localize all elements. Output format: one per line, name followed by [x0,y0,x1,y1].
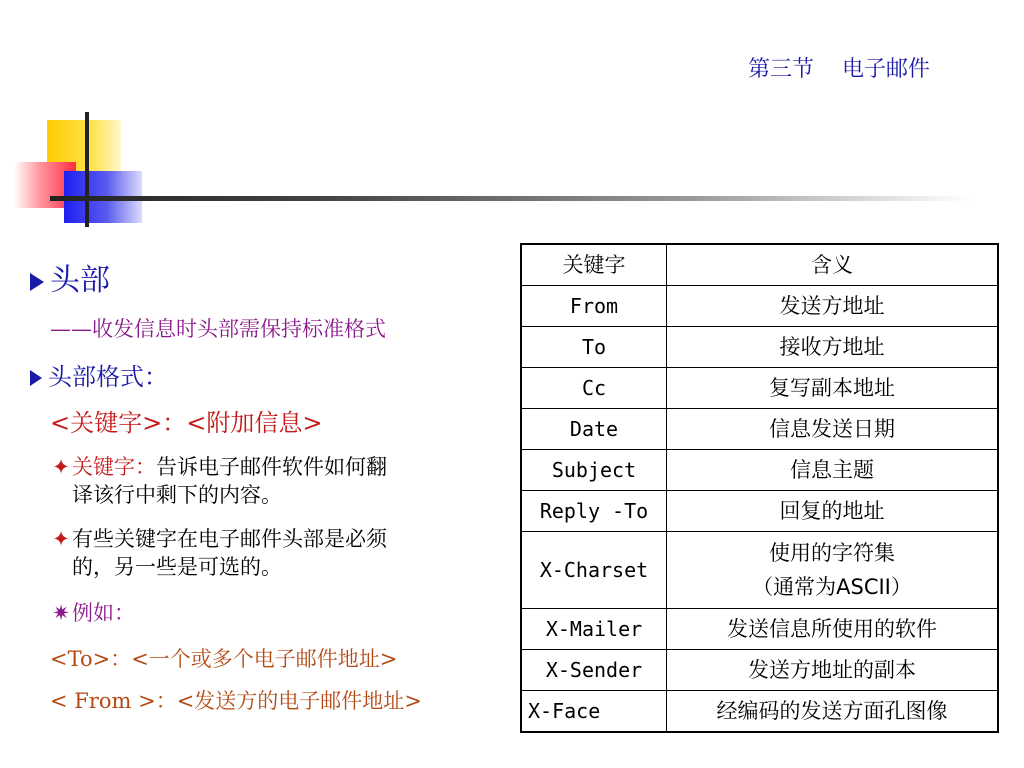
bullet-required-text-a: 有些关键字在电子邮件头部是必须 [72,527,387,551]
table-row [521,650,998,691]
bullet-keyword-label: 关键字： [72,455,156,479]
table-cell-meaning: 信息发送日期 [667,409,999,450]
decorative-vertical-line [85,112,89,227]
arrow-right-icon [30,370,42,386]
table-row [521,286,998,327]
bullet-keyword [50,451,387,481]
table-cell-meaning: 经编码的发送方面孔图像 [667,691,999,733]
arrow-right-icon [30,273,44,291]
example-label-row [50,597,135,627]
table-cell-key: Date [521,409,667,450]
table-row [521,609,998,650]
table-cell-meaning: 发送方地址 [667,286,999,327]
table-cell-meaning: 发送方地址的副本 [667,650,999,691]
table-row [521,409,998,450]
table-header-keyword: 关键字 [521,244,667,286]
table-row [521,691,998,733]
table-row [521,532,998,609]
table-cell-key: To [521,327,667,368]
table-row [521,491,998,532]
format-line: <关键字>：<附加信息> [50,409,323,437]
keyword-table [520,243,999,733]
table-cell-meaning: 发送信息所使用的软件 [667,609,999,650]
table-cell-meaning: 接收方地址 [667,327,999,368]
asterisk-star-icon: ✷ [52,601,70,625]
heading-header [30,255,110,299]
table-row [521,327,998,368]
example-label: 例如： [72,601,135,625]
four-point-star-icon: ✦ [52,527,70,551]
table-cell-key: X-Charset [521,532,667,609]
table-cell-key: Subject [521,450,667,491]
heading-header-text: 头部 [50,263,110,298]
table-header-meaning: 含义 [667,244,999,286]
table-cell-meaning: 信息主题 [667,450,999,491]
table-cell-meaning-line1: 使用的字符集 [769,541,895,565]
example-to: <To>：<一个或多个电子邮件地址> [50,647,398,671]
page-header-title: 第三节 电子邮件 [748,57,930,82]
table-cell-meaning-multiline [667,532,999,609]
table-row [521,368,998,409]
decorative-horizontal-rule [50,196,970,201]
table-cell-meaning: 回复的地址 [667,491,999,532]
table-row [521,450,998,491]
table-cell-key: Cc [521,368,667,409]
bullet-required-text-b: 的，另一些是可选的。 [72,555,282,579]
subtitle: ——收发信息时头部需保持标准格式 [50,317,386,341]
table-cell-meaning: 复写副本地址 [667,368,999,409]
bullet-keyword-text-b: 译该行中剩下的内容。 [72,483,282,507]
table-cell-key: From [521,286,667,327]
example-from: < From >：<发送方的电子邮件地址> [50,689,422,713]
table-cell-key: X-Sender [521,650,667,691]
heading-header-format [30,357,168,392]
bullet-required [50,523,387,553]
table-cell-key: Reply -To [521,491,667,532]
table-cell-meaning-line2: （通常为ASCII） [752,575,912,599]
table-cell-key: X-Mailer [521,609,667,650]
bullet-keyword-text-a: 告诉电子邮件软件如何翻 [156,455,387,479]
table-header-row [521,244,998,286]
four-point-star-icon: ✦ [52,455,70,479]
heading-header-format-text: 头部格式： [48,363,168,391]
table-cell-key: X-Face [521,691,667,733]
